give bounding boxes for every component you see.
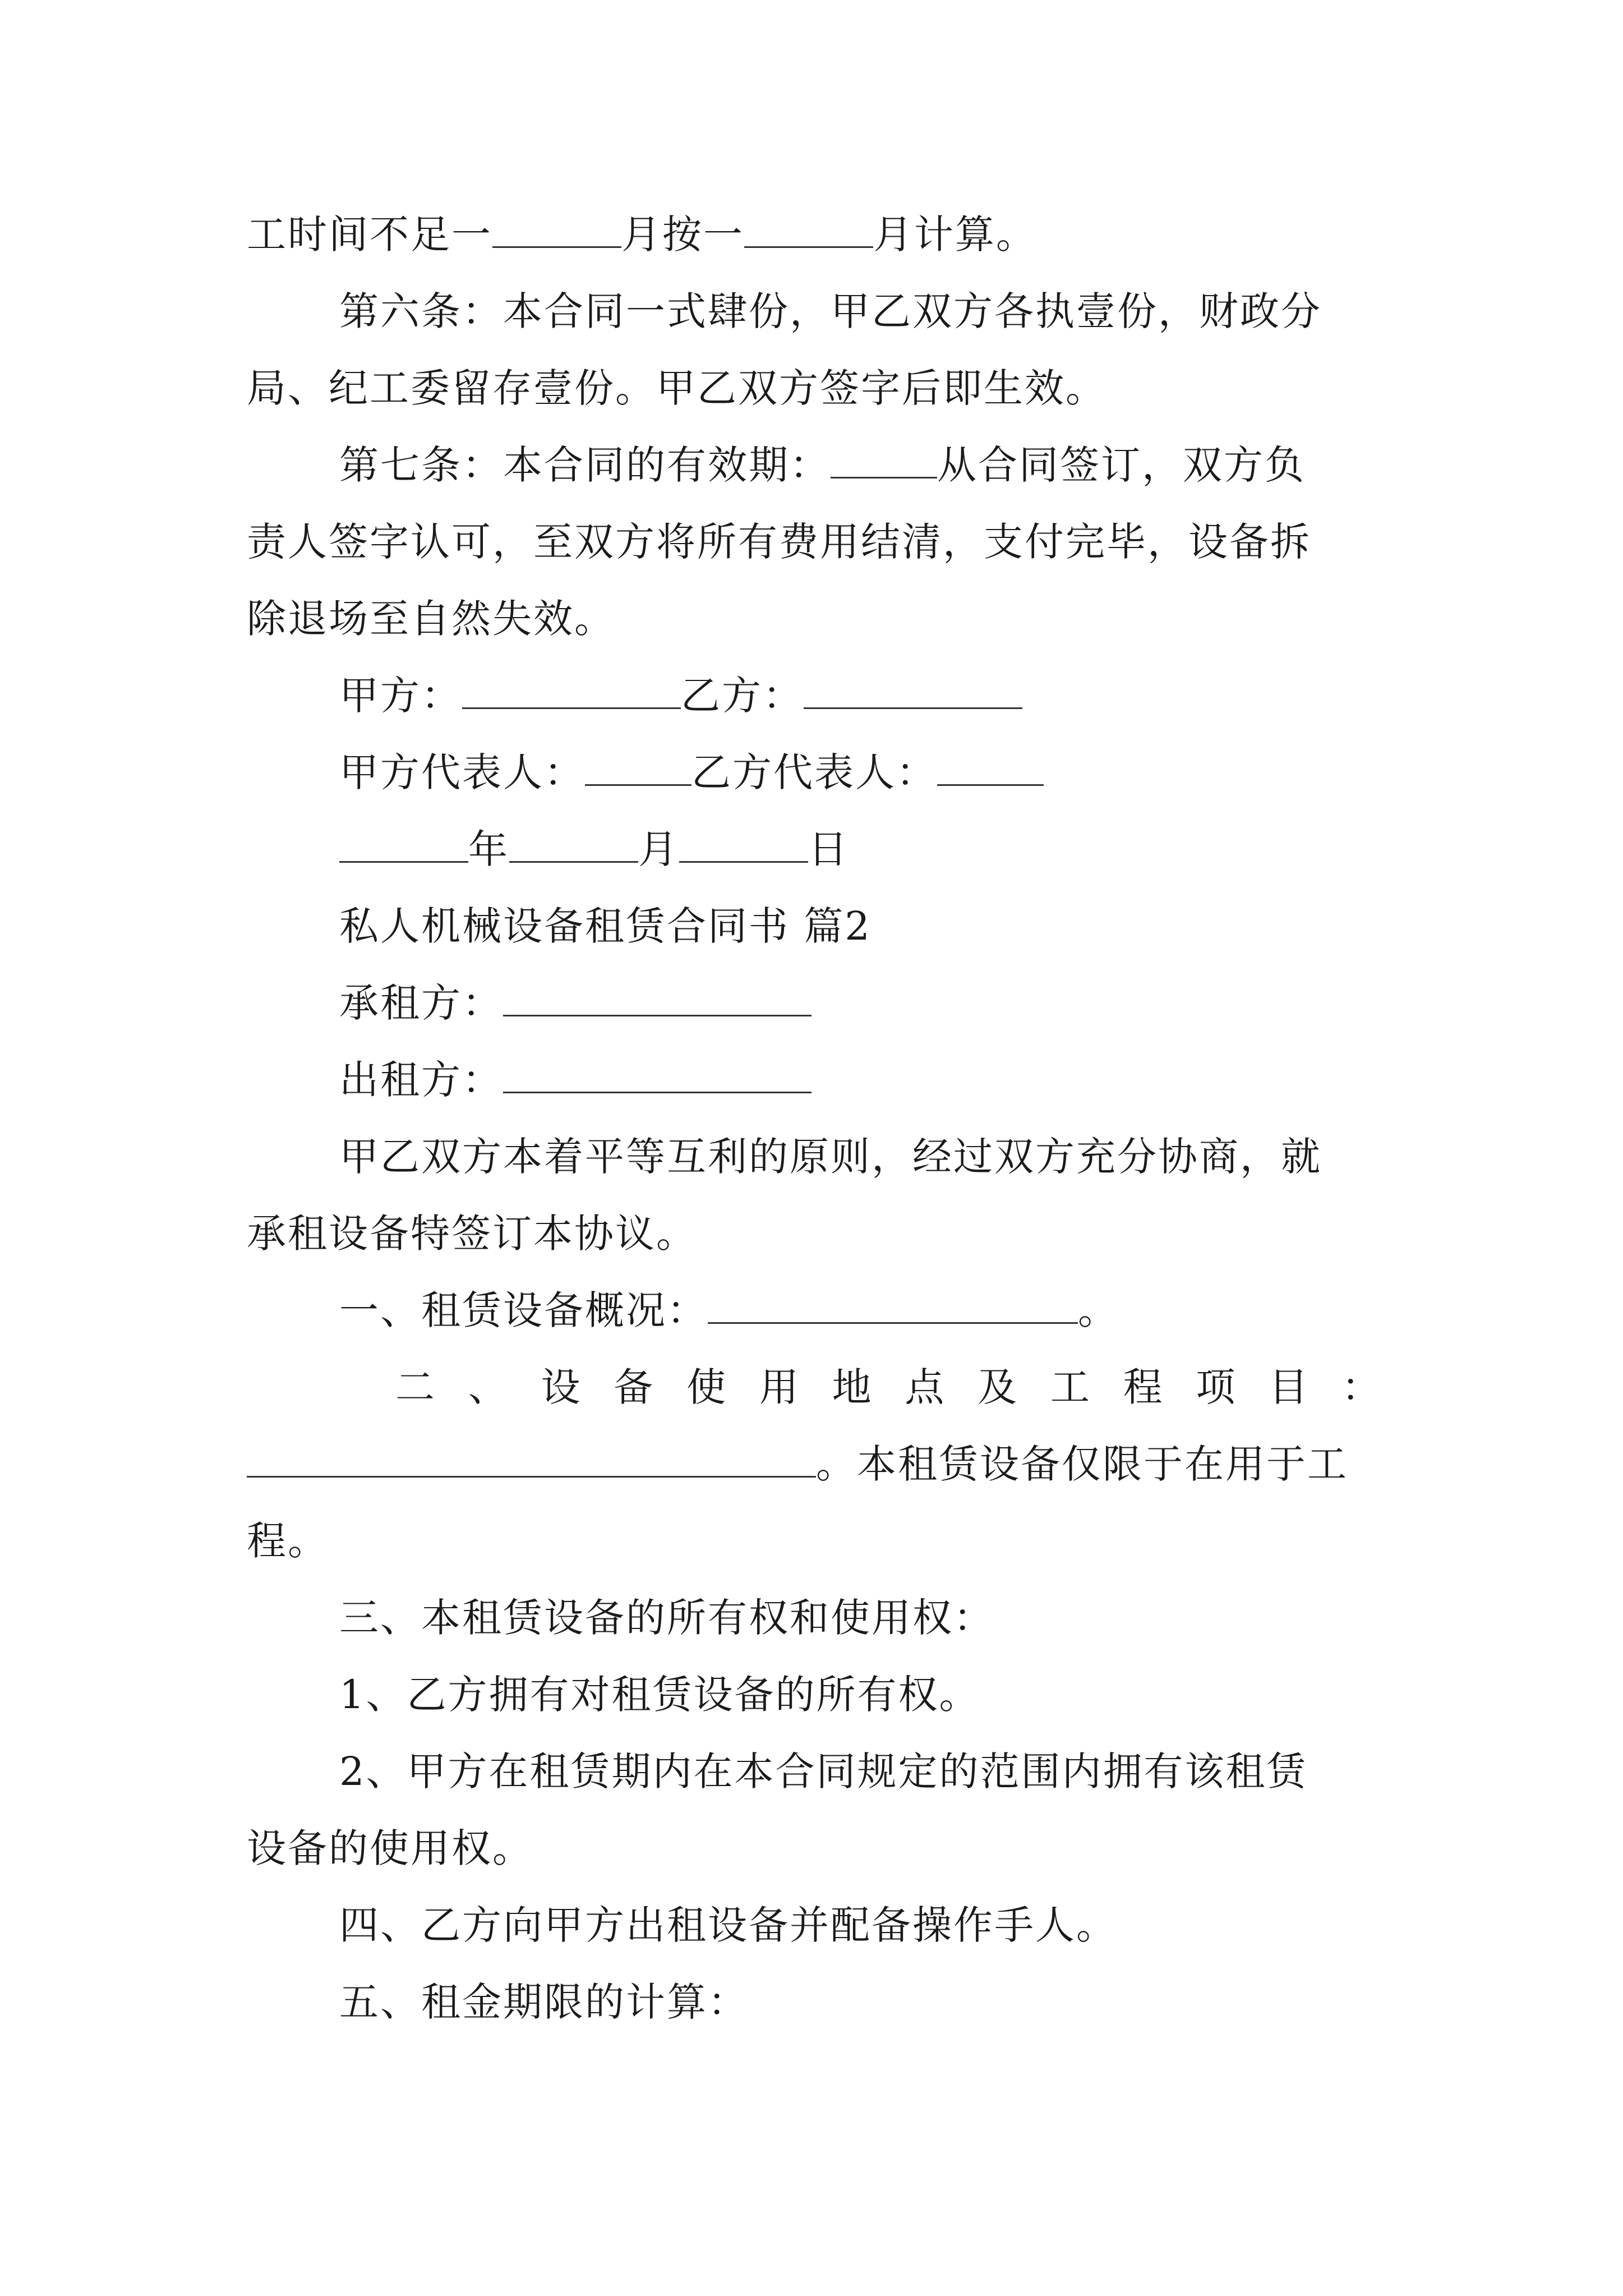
- text-line: [339, 1126, 1322, 1188]
- blank-field: [831, 443, 937, 478]
- text-segment: 责人签字认可，至双方将所有费用结清，支付完毕，设备拆: [247, 519, 1311, 565]
- text-segment: 五、租金期限的计算：: [339, 1979, 749, 2025]
- spread-char: 备: [614, 1364, 655, 1410]
- text-line: [339, 972, 811, 1034]
- text-segment: 程。: [247, 1518, 329, 1564]
- lessor-label: 出租方：: [339, 1057, 503, 1103]
- blank-field: [492, 213, 621, 248]
- text-line: [339, 1664, 980, 1726]
- text-line: [247, 511, 1311, 573]
- text-line: [247, 1433, 1348, 1495]
- spread-char: 及: [978, 1364, 1019, 1410]
- text-segment: 甲乙双方本着平等互利的原则，经过双方充分协商，就: [339, 1134, 1322, 1180]
- text-line: [247, 204, 1037, 265]
- spread-char: 地: [832, 1364, 873, 1410]
- text-segment: 月计算。: [873, 211, 1037, 257]
- text-segment: 。: [1078, 1287, 1119, 1333]
- date-month-label: 月: [638, 826, 679, 872]
- spread-char: 、: [468, 1364, 509, 1410]
- text-segment: 工时间不足一: [247, 211, 492, 257]
- spread-char: 工: [1050, 1364, 1091, 1410]
- text-segment: 除退场至自然失效。: [247, 596, 615, 642]
- spread-char: 设: [541, 1364, 582, 1410]
- rep-b-label: 乙方代表人：: [691, 749, 937, 795]
- blank-field: [503, 981, 811, 1016]
- section-title-text: 私人机械设备租赁合同书 篇2: [339, 903, 872, 949]
- text-line: [339, 1049, 811, 1111]
- date-line: [339, 818, 849, 880]
- spread-char: 点: [905, 1364, 946, 1410]
- text-line: [247, 1510, 329, 1572]
- text-segment: 。本租赁设备仅限于在用于工: [816, 1441, 1348, 1487]
- text-segment: 三、本租赁设备的所有权和使用权：: [339, 1595, 994, 1641]
- text-line: [339, 1280, 1119, 1341]
- blank-field: [585, 751, 691, 786]
- blank-field: [804, 674, 1022, 709]
- blank-field: [339, 827, 468, 863]
- text-line-justified: [395, 1356, 1382, 1418]
- text-segment: 局、纪工委留存壹份。甲乙双方签字后即生效。: [247, 365, 1106, 411]
- blank-field: [503, 1058, 811, 1093]
- text-segment: 2、甲方在租赁期内在本合同规定的范围内拥有该租赁: [339, 1749, 1308, 1795]
- section-title: [339, 895, 872, 957]
- blank-field: [247, 1442, 816, 1478]
- blank-field: [462, 674, 681, 709]
- signature-line: [339, 742, 1044, 803]
- spread-char: ：: [1341, 1364, 1382, 1410]
- text-line: [247, 1203, 697, 1264]
- lessee-label: 承租方：: [339, 980, 503, 1026]
- blank-field: [708, 1289, 1078, 1324]
- spread-char: 二: [395, 1364, 436, 1410]
- spread-char: 用: [759, 1364, 800, 1410]
- rep-a-label: 甲方代表人：: [339, 749, 585, 795]
- text-segment: 从合同签订，双方负: [937, 442, 1306, 488]
- signature-line: [339, 665, 1022, 726]
- spread-char: 程: [1123, 1364, 1164, 1410]
- text-segment: 承租设备特签订本协议。: [247, 1211, 697, 1257]
- party-b-label: 乙方：: [681, 673, 804, 719]
- spread-char: 使: [686, 1364, 728, 1410]
- text-segment: 月按一: [621, 211, 744, 257]
- spread-char: 目: [1269, 1364, 1310, 1410]
- text-segment: 第六条：本合同一式肆份，甲乙双方各执壹份，财政分: [339, 288, 1322, 334]
- text-segment: 第七条：本合同的有效期：: [339, 442, 831, 488]
- blank-field: [509, 827, 638, 863]
- text-line: [339, 280, 1322, 342]
- text-line: [339, 1741, 1308, 1802]
- text-line: [247, 357, 1106, 419]
- text-line: [339, 1894, 1117, 1956]
- spread-char: 项: [1196, 1364, 1237, 1410]
- text-segment: 一、租赁设备概况：: [339, 1287, 708, 1333]
- blank-field: [679, 827, 808, 863]
- text-segment: 四、乙方向甲方出租设备并配备操作手人。: [339, 1902, 1117, 1948]
- text-segment: 设备的使用权。: [247, 1825, 533, 1871]
- text-line: [339, 1587, 994, 1649]
- blank-field: [937, 751, 1044, 786]
- text-line: [339, 1971, 749, 2033]
- blank-field: [744, 213, 873, 248]
- text-line: [339, 434, 1306, 496]
- text-line: [247, 1818, 533, 1879]
- text-segment: 1、乙方拥有对租赁设备的所有权。: [339, 1672, 980, 1718]
- date-year-label: 年: [468, 826, 509, 872]
- text-line: [247, 588, 615, 650]
- party-a-label: 甲方：: [339, 673, 462, 719]
- date-day-label: 日: [808, 826, 849, 872]
